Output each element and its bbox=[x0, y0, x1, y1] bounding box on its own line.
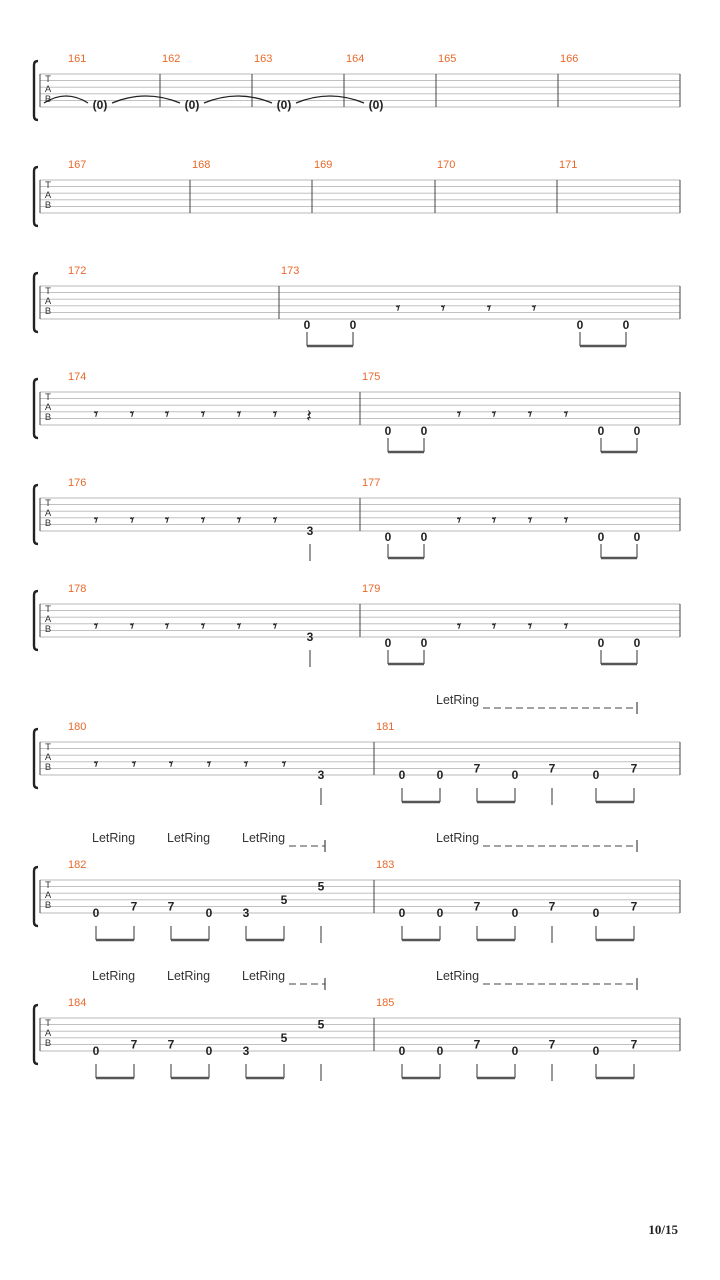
measure-number: 183 bbox=[376, 859, 395, 871]
fret-number: 7 bbox=[473, 761, 481, 776]
tab-clef-letter: B bbox=[44, 762, 52, 773]
fret-number: 0 bbox=[384, 424, 392, 438]
let-ring-label: LetRing bbox=[242, 831, 286, 845]
fret-number: 3 bbox=[317, 768, 325, 782]
eighth-rest: 𝄾 bbox=[237, 511, 241, 529]
fret-number: 0 bbox=[511, 768, 519, 782]
eighth-rest: 𝄾 bbox=[130, 617, 134, 635]
system-bracket bbox=[34, 61, 38, 120]
fret-number: 0 bbox=[436, 1044, 444, 1058]
tie-arc bbox=[112, 96, 180, 103]
tab-clef-letter: T bbox=[45, 286, 51, 297]
fret-number: 3 bbox=[242, 1044, 250, 1058]
eighth-rest: 𝄾 bbox=[273, 617, 277, 635]
eighth-rest: 𝄾 bbox=[457, 405, 461, 423]
tab-clef-letter: B bbox=[44, 518, 52, 529]
quarter-rest: 𝄽 bbox=[306, 406, 312, 427]
tie-arc bbox=[204, 96, 272, 103]
let-ring-label: LetRing bbox=[92, 969, 136, 983]
eighth-rest: 𝄾 bbox=[244, 755, 248, 773]
fret-number: 0 bbox=[597, 424, 605, 438]
fret-number: 0 bbox=[436, 906, 444, 920]
eighth-rest: 𝄾 bbox=[165, 617, 169, 635]
fret-number: 0 bbox=[420, 424, 428, 438]
let-ring-label: LetRing bbox=[436, 693, 480, 707]
fret-number: 7 bbox=[548, 899, 556, 914]
eighth-rest: 𝄾 bbox=[441, 299, 445, 317]
measure-number: 168 bbox=[192, 159, 211, 171]
fret-number: (0) bbox=[92, 98, 108, 112]
eighth-rest: 𝄾 bbox=[201, 405, 205, 423]
fret-number: 7 bbox=[548, 1037, 556, 1052]
measure-number: 169 bbox=[314, 159, 333, 171]
eighth-rest: 𝄾 bbox=[528, 617, 532, 635]
fret-number: 0 bbox=[576, 318, 584, 332]
fret-number: 0 bbox=[420, 530, 428, 544]
fret-number: (0) bbox=[368, 98, 384, 112]
measure-number: 184 bbox=[68, 997, 87, 1009]
tab-clef-letter: T bbox=[45, 1018, 51, 1029]
fret-number: 5 bbox=[280, 892, 288, 907]
eighth-rest: 𝄾 bbox=[165, 405, 169, 423]
measure-number: 170 bbox=[437, 159, 456, 171]
fret-number: 0 bbox=[592, 906, 600, 920]
eighth-rest: 𝄾 bbox=[564, 617, 568, 635]
fret-number: 0 bbox=[205, 906, 213, 920]
tab-clef-letter: T bbox=[45, 604, 51, 615]
fret-number: 0 bbox=[633, 530, 641, 544]
fret-number: (0) bbox=[276, 98, 292, 112]
eighth-rest: 𝄾 bbox=[201, 511, 205, 529]
let-ring-label: LetRing bbox=[242, 969, 286, 983]
tab-clef-letter: A bbox=[44, 890, 52, 901]
fret-number: 0 bbox=[349, 318, 357, 332]
eighth-rest: 𝄾 bbox=[528, 511, 532, 529]
eighth-rest: 𝄾 bbox=[94, 755, 98, 773]
tab-clef-letter: A bbox=[44, 1028, 52, 1039]
measure-number: 171 bbox=[559, 159, 578, 171]
fret-number: 7 bbox=[548, 761, 556, 776]
measure-number: 166 bbox=[560, 53, 579, 65]
fret-number: 0 bbox=[420, 636, 428, 650]
tab-system bbox=[34, 693, 680, 805]
fret-number: 3 bbox=[306, 524, 314, 538]
fret-number: 0 bbox=[511, 906, 519, 920]
tab-clef-letter: B bbox=[44, 1038, 52, 1049]
eighth-rest: 𝄾 bbox=[165, 511, 169, 529]
system-bracket bbox=[34, 379, 38, 438]
tab-system bbox=[34, 831, 680, 943]
eighth-rest: 𝄾 bbox=[492, 511, 496, 529]
eighth-rest: 𝄾 bbox=[396, 299, 400, 317]
fret-number: 7 bbox=[630, 1037, 638, 1052]
measure-number: 172 bbox=[68, 265, 87, 277]
fret-number: 7 bbox=[130, 899, 138, 914]
measure-number: 165 bbox=[438, 53, 457, 65]
tab-clef-letter: B bbox=[44, 900, 52, 911]
page-number: 10/15 bbox=[648, 1222, 678, 1237]
fret-number: 7 bbox=[473, 1037, 481, 1052]
tab-clef-letter: T bbox=[45, 880, 51, 891]
tie-arc bbox=[296, 96, 364, 103]
eighth-rest: 𝄾 bbox=[273, 511, 277, 529]
system-bracket bbox=[34, 867, 38, 926]
measure-number: 174 bbox=[68, 371, 87, 383]
tab-clef-letter: A bbox=[44, 402, 52, 413]
eighth-rest: 𝄾 bbox=[94, 617, 98, 635]
fret-number: 0 bbox=[384, 636, 392, 650]
tab-clef-letter: A bbox=[44, 84, 52, 95]
measure-number: 181 bbox=[376, 721, 395, 733]
fret-number: 0 bbox=[597, 530, 605, 544]
tab-clef-letter: B bbox=[44, 200, 52, 211]
eighth-rest: 𝄾 bbox=[528, 405, 532, 423]
eighth-rest: 𝄾 bbox=[457, 511, 461, 529]
fret-number: 0 bbox=[592, 768, 600, 782]
tab-clef-letter: A bbox=[44, 508, 52, 519]
tab-system bbox=[34, 477, 680, 561]
tab-clef-letter: T bbox=[45, 74, 51, 85]
fret-number: 0 bbox=[398, 768, 406, 782]
measure-number: 164 bbox=[346, 53, 365, 65]
fret-number: (0) bbox=[184, 98, 200, 112]
eighth-rest: 𝄾 bbox=[532, 299, 536, 317]
tab-clef-letter: B bbox=[44, 412, 52, 423]
eighth-rest: 𝄾 bbox=[130, 405, 134, 423]
measure-number: 163 bbox=[254, 53, 273, 65]
system-bracket bbox=[34, 729, 38, 788]
let-ring-label: LetRing bbox=[436, 831, 480, 845]
measure-number: 180 bbox=[68, 721, 87, 733]
measure-number: 173 bbox=[281, 265, 300, 277]
fret-number: 0 bbox=[592, 1044, 600, 1058]
eighth-rest: 𝄾 bbox=[457, 617, 461, 635]
tab-system bbox=[34, 371, 680, 452]
system-bracket bbox=[34, 273, 38, 332]
fret-number: 0 bbox=[633, 424, 641, 438]
fret-number: 0 bbox=[398, 906, 406, 920]
fret-number: 7 bbox=[167, 899, 175, 914]
eighth-rest: 𝄾 bbox=[130, 511, 134, 529]
tab-clef-letter: B bbox=[44, 306, 52, 317]
eighth-rest: 𝄾 bbox=[169, 755, 173, 773]
eighth-rest: 𝄾 bbox=[492, 617, 496, 635]
fret-number: 5 bbox=[280, 1030, 288, 1045]
let-ring-label: LetRing bbox=[92, 831, 136, 845]
system-bracket bbox=[34, 167, 38, 226]
measure-number: 167 bbox=[68, 159, 87, 171]
measure-number: 161 bbox=[68, 53, 87, 65]
measure-number: 178 bbox=[68, 583, 87, 595]
fret-number: 5 bbox=[317, 1017, 325, 1032]
tab-clef-letter: T bbox=[45, 392, 51, 403]
fret-number: 0 bbox=[92, 1044, 100, 1058]
eighth-rest: 𝄾 bbox=[94, 511, 98, 529]
let-ring-label: LetRing bbox=[167, 969, 211, 983]
measure-number: 175 bbox=[362, 371, 381, 383]
tab-clef-letter: A bbox=[44, 752, 52, 763]
tab-clef-letter: A bbox=[44, 190, 52, 201]
fret-number: 0 bbox=[384, 530, 392, 544]
tab-system bbox=[34, 265, 680, 346]
tab-clef-letter: B bbox=[44, 94, 52, 105]
measure-number: 177 bbox=[362, 477, 381, 489]
fret-number: 0 bbox=[398, 1044, 406, 1058]
fret-number: 0 bbox=[622, 318, 630, 332]
measure-number: 162 bbox=[162, 53, 181, 65]
system-bracket bbox=[34, 1005, 38, 1064]
measure-number: 179 bbox=[362, 583, 381, 595]
tab-clef-letter: A bbox=[44, 614, 52, 625]
fret-number: 5 bbox=[317, 879, 325, 894]
tab-system bbox=[34, 969, 680, 1081]
tab-clef-letter: T bbox=[45, 180, 51, 191]
tab-clef-letter: A bbox=[44, 296, 52, 307]
tab-clef-letter: T bbox=[45, 742, 51, 753]
system-bracket bbox=[34, 591, 38, 650]
eighth-rest: 𝄾 bbox=[237, 617, 241, 635]
eighth-rest: 𝄾 bbox=[492, 405, 496, 423]
fret-number: 0 bbox=[92, 906, 100, 920]
eighth-rest: 𝄾 bbox=[94, 405, 98, 423]
fret-number: 0 bbox=[597, 636, 605, 650]
fret-number: 7 bbox=[630, 761, 638, 776]
eighth-rest: 𝄾 bbox=[273, 405, 277, 423]
fret-number: 0 bbox=[633, 636, 641, 650]
tab-clef-letter: T bbox=[45, 498, 51, 509]
fret-number: 7 bbox=[130, 1037, 138, 1052]
tab-system bbox=[34, 159, 680, 226]
tab-system bbox=[34, 583, 680, 667]
eighth-rest: 𝄾 bbox=[201, 617, 205, 635]
fret-number: 7 bbox=[167, 1037, 175, 1052]
fret-number: 3 bbox=[242, 906, 250, 920]
eighth-rest: 𝄾 bbox=[564, 511, 568, 529]
let-ring-label: LetRing bbox=[167, 831, 211, 845]
eighth-rest: 𝄾 bbox=[237, 405, 241, 423]
eighth-rest: 𝄾 bbox=[282, 755, 286, 773]
system-bracket bbox=[34, 485, 38, 544]
measure-number: 176 bbox=[68, 477, 87, 489]
fret-number: 7 bbox=[473, 899, 481, 914]
fret-number: 0 bbox=[436, 768, 444, 782]
eighth-rest: 𝄾 bbox=[564, 405, 568, 423]
measure-number: 185 bbox=[376, 997, 395, 1009]
fret-number: 0 bbox=[205, 1044, 213, 1058]
measure-number: 182 bbox=[68, 859, 87, 871]
fret-number: 7 bbox=[630, 899, 638, 914]
fret-number: 0 bbox=[511, 1044, 519, 1058]
let-ring-label: LetRing bbox=[436, 969, 480, 983]
eighth-rest: 𝄾 bbox=[487, 299, 491, 317]
tab-clef-letter: B bbox=[44, 624, 52, 635]
tab-system bbox=[34, 53, 680, 120]
eighth-rest: 𝄾 bbox=[132, 755, 136, 773]
eighth-rest: 𝄾 bbox=[207, 755, 211, 773]
fret-number: 0 bbox=[303, 318, 311, 332]
fret-number: 3 bbox=[306, 630, 314, 644]
